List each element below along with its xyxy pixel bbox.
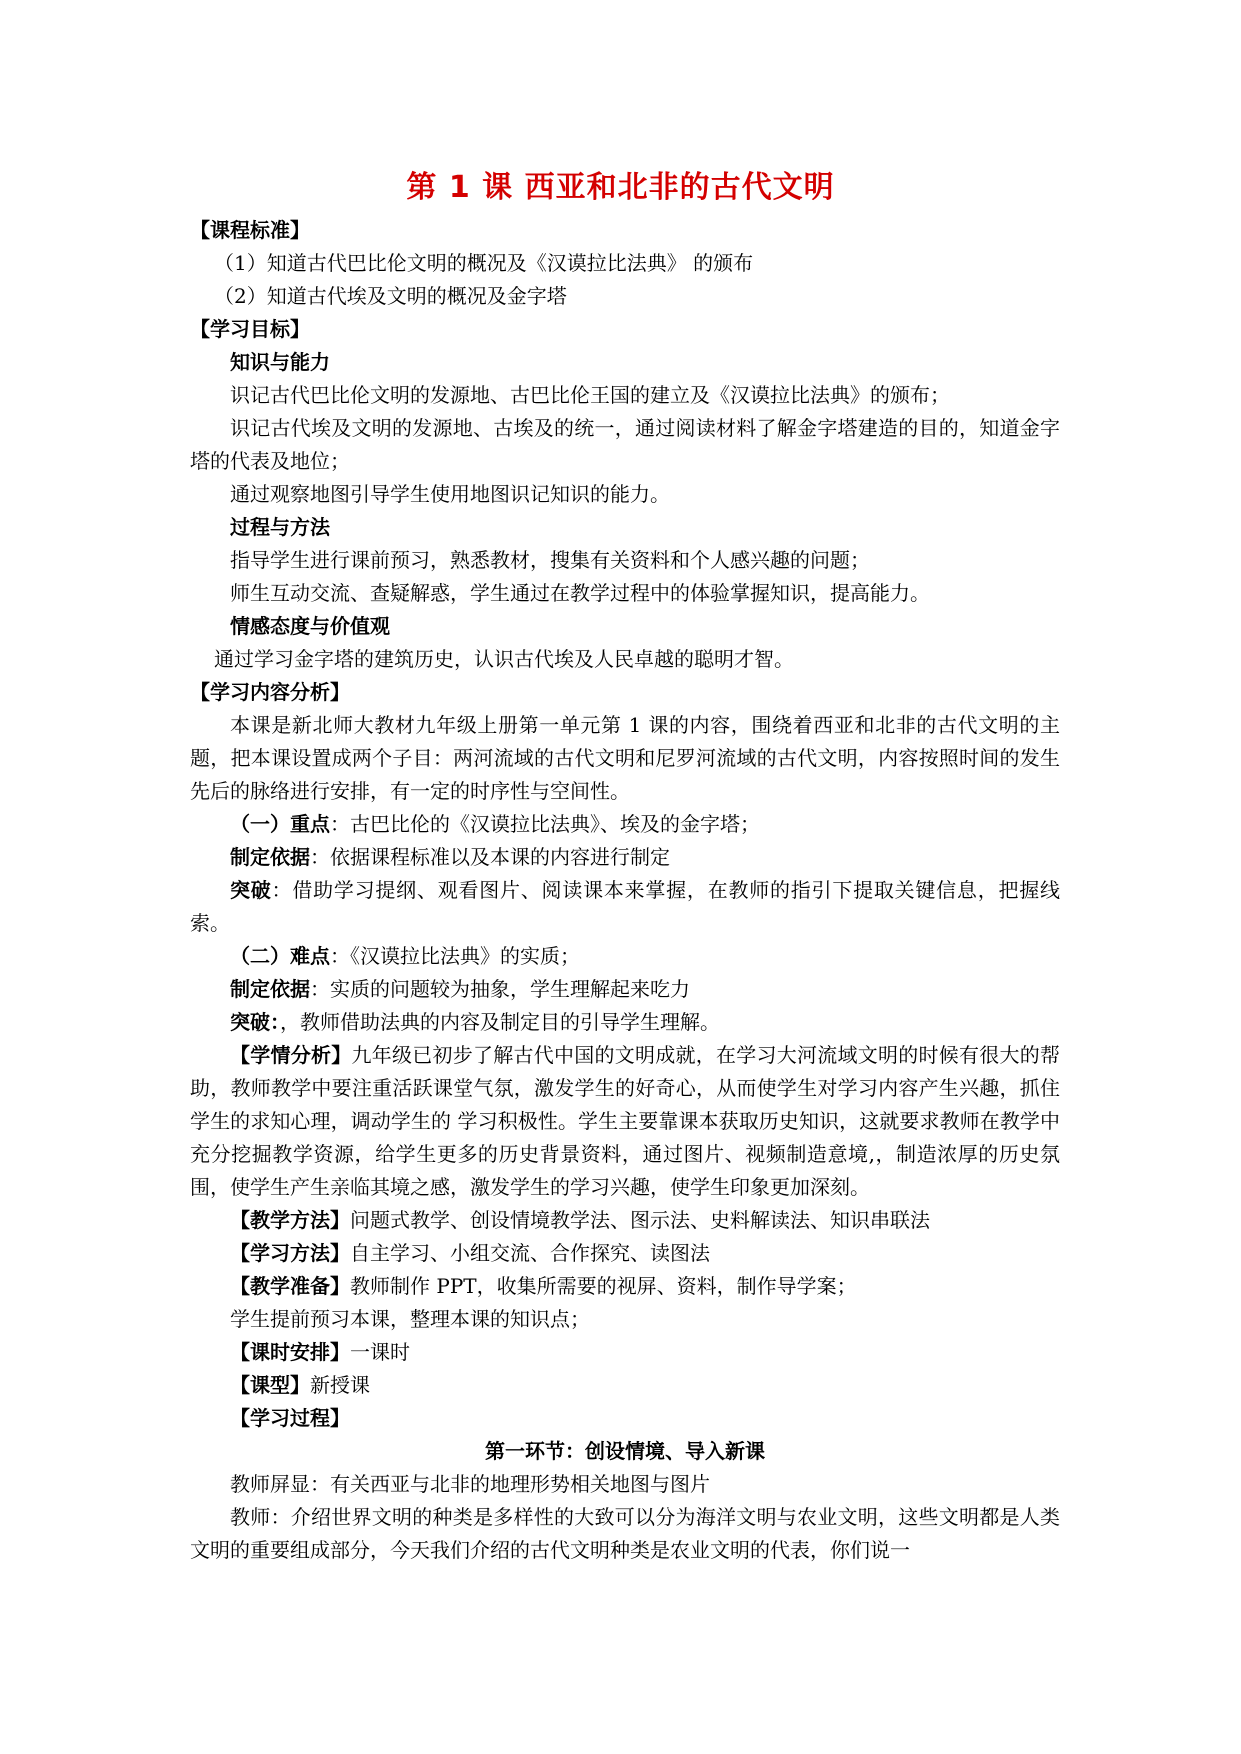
- section-heading-lesson-type: 【课型】: [230, 1373, 310, 1397]
- basis-label: 制定依据: [230, 977, 310, 1001]
- section-heading-preparation: 【教学准备】: [230, 1274, 350, 1298]
- difficult-point-text: ：《汉谟拉比法典》的实质；: [330, 944, 580, 968]
- preparation: [190, 1270, 1060, 1303]
- page-title: 第 1 课 西亚和北非的古代文明: [406, 170, 835, 205]
- paragraph: 教师屏显：有关西亚与北非的地理形势相关地图与图片: [230, 1472, 710, 1496]
- paragraph: 识记古代巴比伦文明的发源地、古巴比伦王国的建立及《汉谟拉比法典》的颁布；: [230, 383, 950, 407]
- basis-text: ：依据课程标准以及本课的内容进行制定: [310, 845, 670, 869]
- teaching-methods: [190, 1204, 1060, 1237]
- preparation-text: 教师制作 PPT，收集所需要的视屏、资料，制作导学案；: [350, 1274, 857, 1298]
- section-heading-students: 【学情分析】: [230, 1043, 352, 1067]
- section-heading-objectives: 【学习目标】: [190, 317, 310, 341]
- section-heading-schedule: 【课时安排】: [230, 1340, 350, 1364]
- document-body: [190, 214, 1060, 1567]
- curriculum-item: （2）知道古代埃及文明的概况及金字塔: [214, 284, 567, 308]
- section-heading-curriculum: 【课程标准】: [190, 218, 310, 242]
- difficult-point-label: （二）难点: [230, 944, 330, 968]
- section-heading-teaching-methods: 【教学方法】: [230, 1208, 350, 1232]
- breakthrough-text: ，教师借助法典的内容及制定目的引导学生理解。: [280, 1010, 720, 1034]
- paragraph: 通过学习金字塔的建筑历史，认识古代埃及人民卓越的聪明才智。: [214, 647, 794, 671]
- difficult-point: [190, 940, 1060, 973]
- section-heading-process: 【学习过程】: [230, 1406, 350, 1430]
- breakthrough-line: [190, 1006, 1060, 1039]
- paragraph: 师生互动交流、查疑解惑，学生通过在教学过程中的体验掌握知识，提高能力。: [230, 581, 930, 605]
- breakthrough-label: 突破: [230, 878, 272, 902]
- lesson-type-text: 新授课: [310, 1373, 370, 1397]
- basis-text: ：实质的问题较为抽象，学生理解起来吃力: [310, 977, 690, 1001]
- subheading-emotion: 情感态度与价值观: [230, 614, 390, 638]
- curriculum-item: （1）知道古代巴比伦文明的概况及《汉谟拉比法典》 的颁布: [214, 251, 754, 275]
- subheading-knowledge: 知识与能力: [230, 350, 330, 374]
- breakthrough-label: 突破：: [230, 1010, 280, 1034]
- breakthrough-line: [190, 874, 1060, 940]
- schedule-text: 一课时: [350, 1340, 410, 1364]
- learning-methods: [190, 1237, 1060, 1270]
- basis-label: 制定依据: [230, 845, 310, 869]
- preparation-student: 学生提前预习本课，整理本课的知识点；: [230, 1307, 590, 1331]
- key-point-label: （一）重点: [230, 812, 330, 836]
- students-text: 九年级已初步了解古代中国的文明成就，在学习大河流域文明的时候有很大的帮助，教师教学中要注重活跃课堂气氛，激发学生的好奇心，从而使学生对学习内容产生兴趣，抓住学生的求知心理，调动学生的 学习积极性。学生主要靠课本获取历史知识，这就要求教师在教学中充分挖掘教学资源，给学生更多的历史背景资料，通过图片、视频制造意境,，制造浓厚的历史氛围，使学生产生亲临其境之感，激发学生的学习兴趣，使学生印象更加深刻。: [190, 1043, 1060, 1199]
- students-paragraph: [190, 1039, 1060, 1204]
- teaching-methods-text: 问题式教学、创设情境教学法、图示法、史料解读法、知识串联法: [350, 1208, 930, 1232]
- learning-methods-text: 自主学习、小组交流、合作探究、读图法: [350, 1241, 710, 1265]
- lesson-type: [190, 1369, 1060, 1402]
- breakthrough-text: ：借助学习提纲、观看图片、阅读课本来掌握，在教师的指引下提取关键信息，把握线索。: [190, 878, 1061, 935]
- subheading-process: 过程与方法: [230, 515, 330, 539]
- schedule: [190, 1336, 1060, 1369]
- section-heading-analysis: 【学习内容分析】: [190, 680, 350, 704]
- paragraph: 通过观察地图引导学生使用地图识记知识的能力。: [230, 482, 670, 506]
- paragraph: 教师：介绍世界文明的种类是多样性的大致可以分为海洋文明与农业文明，这些文明都是人类文明的重要组成部分，今天我们介绍的古代文明种类是农业文明的代表，你们说一: [190, 1505, 1060, 1562]
- paragraph: 指导学生进行课前预习，熟悉教材，搜集有关资料和个人感兴趣的问题；: [230, 548, 870, 572]
- key-point-text: ：古巴比伦的《汉谟拉比法典》、埃及的金字塔；: [330, 812, 760, 836]
- section-heading-learning-methods: 【学习方法】: [230, 1241, 350, 1265]
- basis-line: [190, 841, 1060, 874]
- key-point: [190, 808, 1060, 841]
- paragraph: 识记古代埃及文明的发源地、古埃及的统一，通过阅读材料了解金字塔建造的目的，知道金字塔的代表及地位；: [190, 416, 1060, 473]
- basis-line: [190, 973, 1060, 1006]
- paragraph: 本课是新北师大教材九年级上册第一单元第 1 课的内容，围绕着西亚和北非的古代文明的主题，把本课设置成两个子目：两河流域的古代文明和尼罗河流域的古代文明，内容按照时间的发生先后的脉络进行安排，有一定的时序性与空间性。: [190, 713, 1060, 803]
- section-title: 第一环节：创设情境、导入新课: [485, 1439, 765, 1463]
